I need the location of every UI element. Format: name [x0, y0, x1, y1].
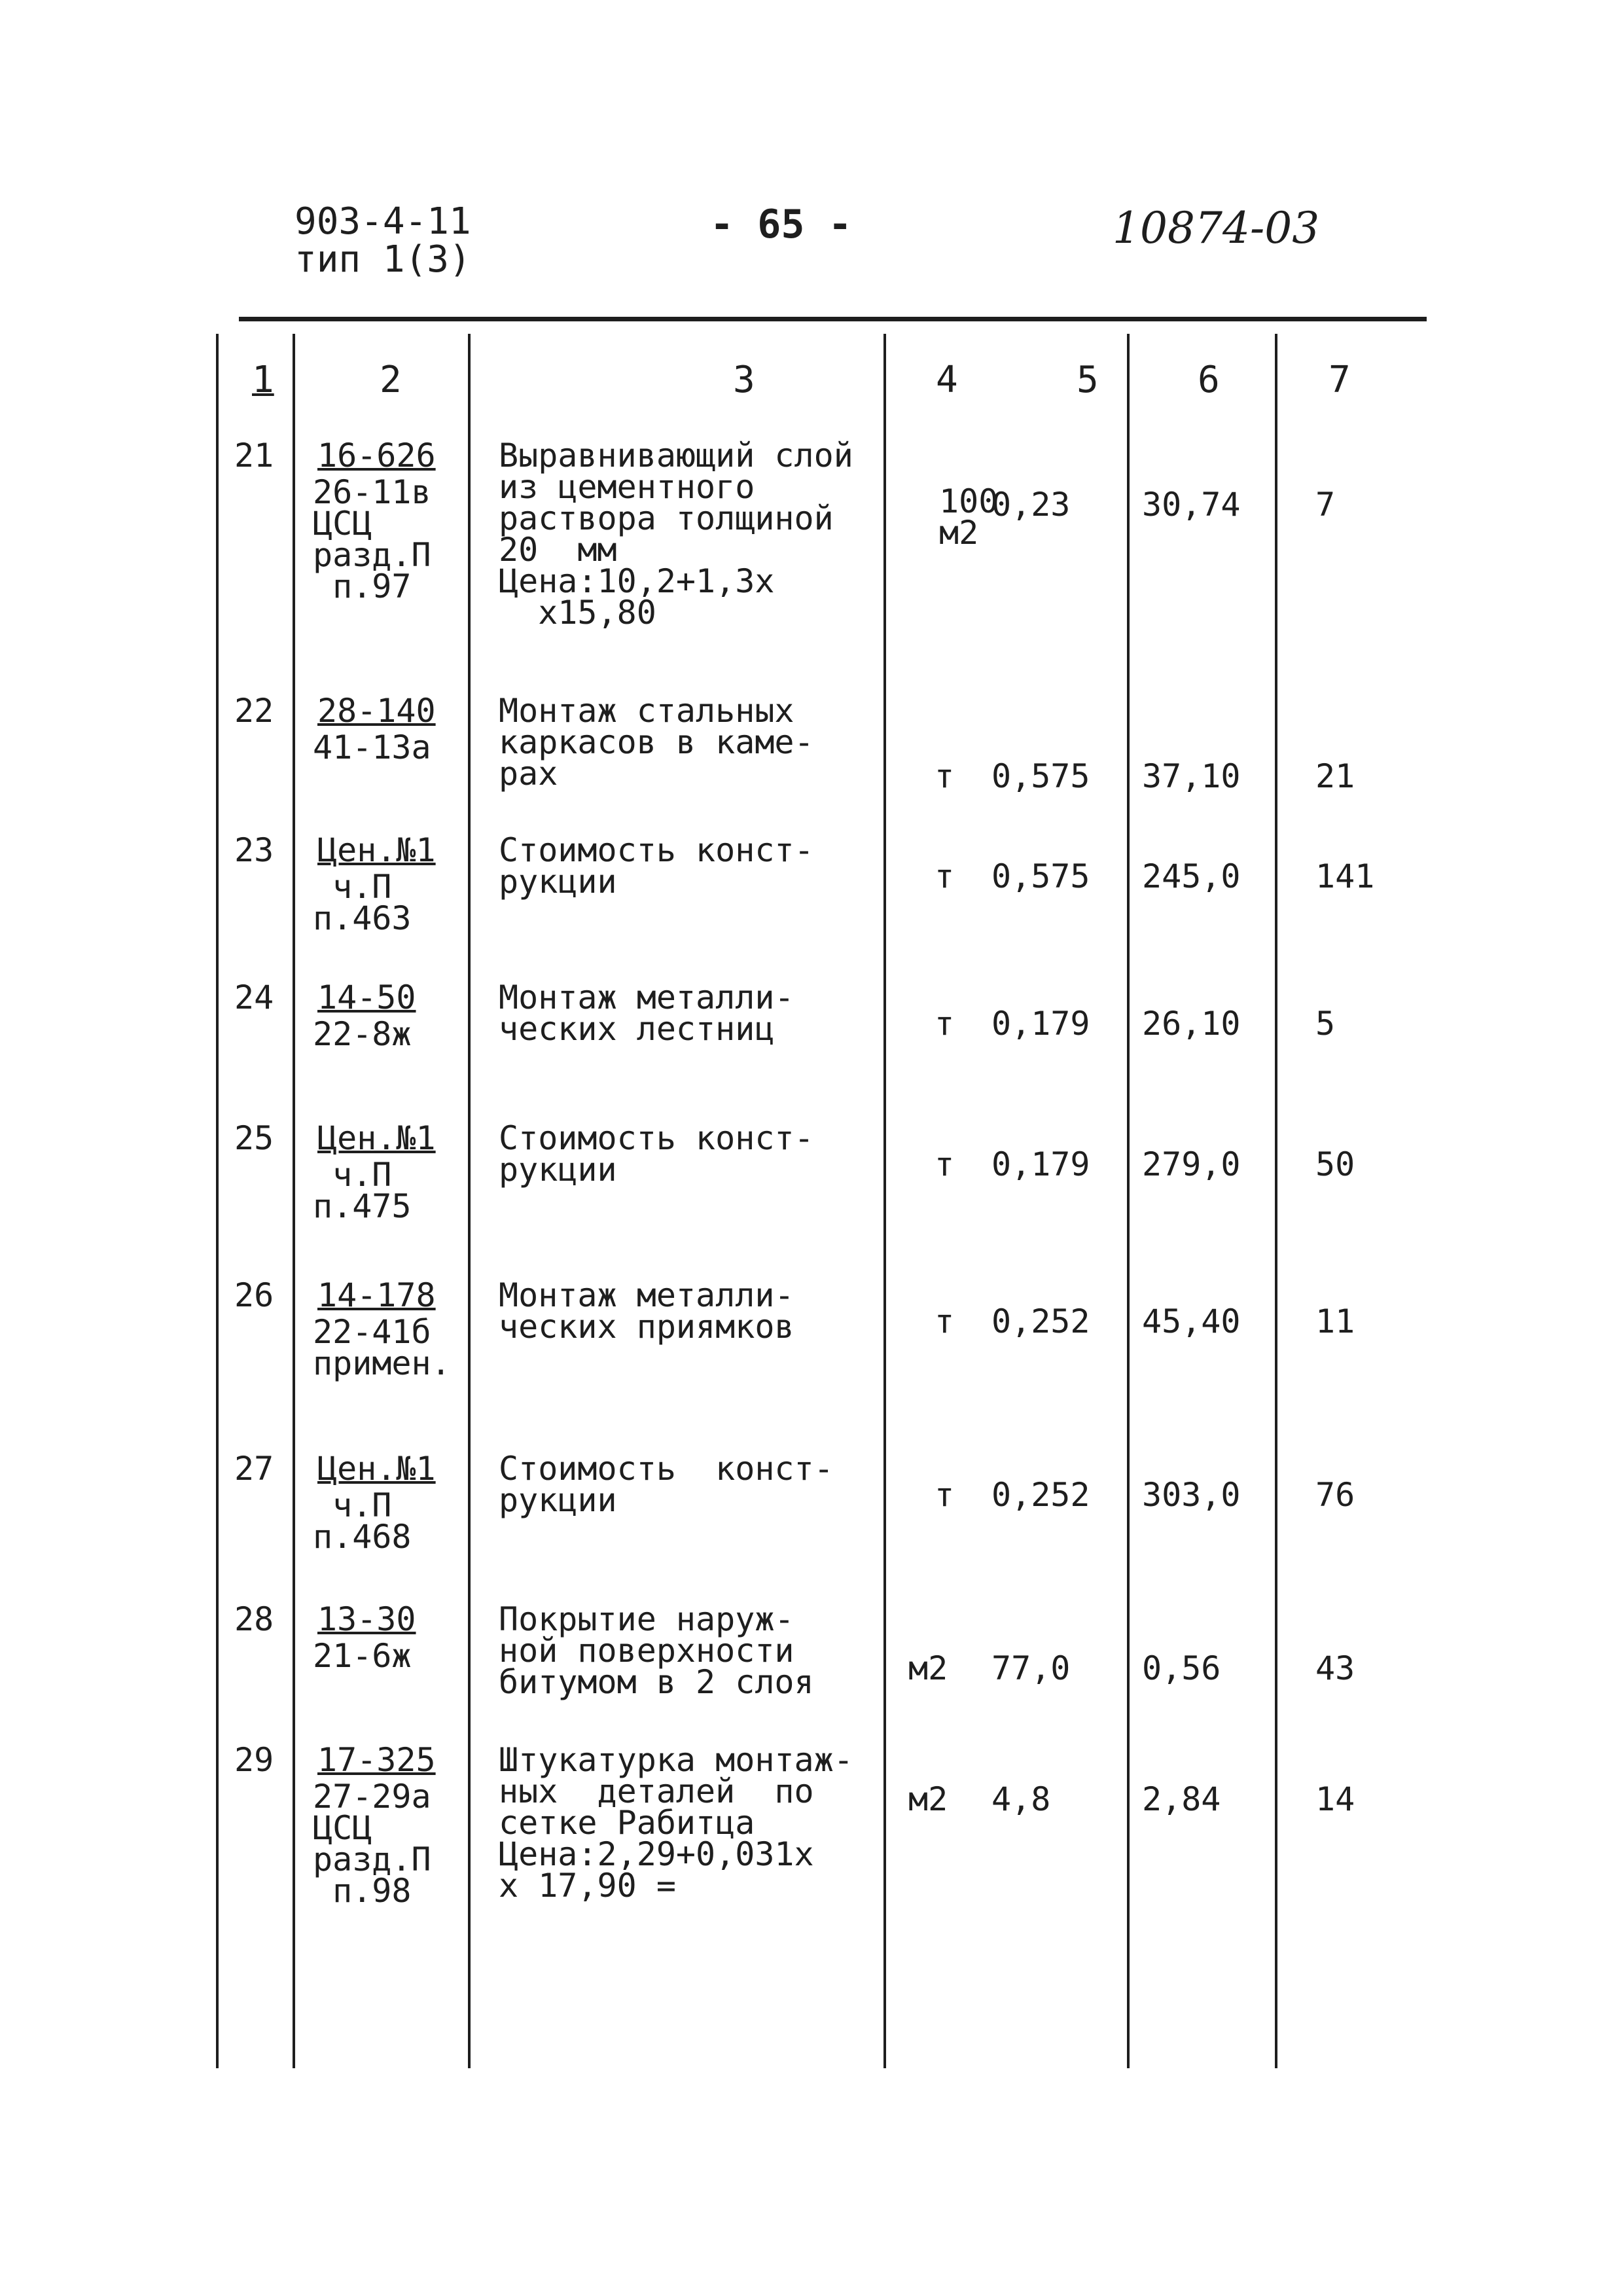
- column-header-2: 2: [380, 359, 402, 401]
- code-secondary: 21-6ж: [313, 1637, 412, 1675]
- item-description: Выравнивающий слой из цементного раствора толщиной 20 мм Цена:10,2+1,3х х15,80: [499, 437, 853, 632]
- code-primary: 14-50: [317, 978, 416, 1016]
- doc-code-line1: 903-4-11: [294, 200, 471, 243]
- quantity: 77,0: [991, 1649, 1071, 1687]
- col-divider-3: [883, 334, 886, 2068]
- unit: т: [935, 1005, 955, 1043]
- row-number: 24: [234, 978, 274, 1016]
- unit: м2: [908, 1780, 948, 1818]
- quantity: 0,575: [991, 757, 1090, 795]
- item-description: Покрытие наруж- ной поверхности битумом в 2 слоя: [499, 1600, 814, 1701]
- doc-code: [294, 200, 471, 281]
- code-secondary: 22-41б примен.: [313, 1313, 451, 1382]
- total: 14: [1315, 1780, 1355, 1818]
- quantity: 0,23: [991, 486, 1071, 524]
- code-primary: 13-30: [317, 1600, 416, 1638]
- code-secondary: ч.П п.475: [313, 1156, 412, 1225]
- code-secondary: ч.П п.463: [313, 868, 412, 937]
- column-header-3: 3: [733, 359, 755, 401]
- quantity: 0,252: [991, 1302, 1090, 1340]
- code-primary: 16-626: [317, 437, 436, 475]
- column-header-7: 7: [1329, 359, 1351, 401]
- column-header-5: 5: [1077, 359, 1099, 401]
- total: 43: [1315, 1649, 1355, 1687]
- unit: т: [935, 857, 955, 895]
- quantity: 0,252: [991, 1476, 1090, 1514]
- total: 50: [1315, 1145, 1355, 1183]
- code-secondary: 41-13а: [313, 728, 431, 766]
- unit-price: 0,56: [1142, 1649, 1221, 1687]
- unit-price: 26,10: [1142, 1005, 1241, 1043]
- total: 7: [1315, 486, 1336, 524]
- row-number: 28: [234, 1600, 274, 1638]
- row-number: 22: [234, 692, 274, 730]
- top-rule: [239, 317, 1427, 321]
- unit-price: 279,0: [1142, 1145, 1241, 1183]
- code-primary: 28-140: [317, 692, 436, 730]
- col-divider-5: [1127, 334, 1130, 2068]
- item-description: Монтаж стальных каркасов в каме- рах: [499, 692, 814, 793]
- column-header-4: 4: [936, 359, 958, 401]
- unit: 100 м2: [939, 482, 999, 552]
- col-divider-1: [293, 334, 295, 2068]
- item-description: Стоимость конст- рукции: [499, 1450, 834, 1519]
- code-primary: 14-178: [317, 1276, 436, 1314]
- unit: т: [935, 757, 955, 795]
- quantity: 0,575: [991, 857, 1090, 895]
- code-secondary: 27-29а ЦСЦ разд.П п.98: [313, 1778, 431, 1910]
- total: 11: [1315, 1302, 1355, 1340]
- handwritten-number: 10874-03: [1113, 203, 1320, 253]
- col-divider-6: [1275, 334, 1277, 2068]
- item-description: Монтаж металли- ческих приямков: [499, 1276, 794, 1346]
- row-number: 26: [234, 1276, 274, 1314]
- unit-price: 30,74: [1142, 486, 1241, 524]
- column-header-1: 1: [252, 359, 274, 401]
- code-secondary: ч.П п.468: [313, 1486, 412, 1556]
- col-divider-2: [468, 334, 471, 2068]
- code-primary: Цен.№1: [317, 1119, 436, 1157]
- code-secondary: 22-8ж: [313, 1015, 412, 1053]
- code-secondary: 26-11в ЦСЦ разд.П п.97: [313, 473, 431, 605]
- doc-code-line2: тип 1(3): [294, 238, 471, 281]
- code-primary: Цен.№1: [317, 1450, 436, 1488]
- unit-price: 2,84: [1142, 1780, 1221, 1818]
- unit: т: [935, 1476, 955, 1514]
- unit-price: 45,40: [1142, 1302, 1241, 1340]
- item-description: Стоимость конст- рукции: [499, 1119, 814, 1189]
- total: 21: [1315, 757, 1355, 795]
- row-number: 29: [234, 1741, 274, 1779]
- code-primary: Цен.№1: [317, 831, 436, 869]
- item-description: Стоимость конст- рукции: [499, 831, 814, 901]
- row-number: 25: [234, 1119, 274, 1157]
- row-number: 27: [234, 1450, 274, 1488]
- total: 76: [1315, 1476, 1355, 1514]
- row-number: 21: [234, 437, 274, 475]
- row-number: 23: [234, 831, 274, 869]
- quantity: 0,179: [991, 1145, 1090, 1183]
- total: 141: [1315, 857, 1375, 895]
- page-number: - 65 -: [710, 202, 852, 247]
- quantity: 0,179: [991, 1005, 1090, 1043]
- column-header-6: 6: [1198, 359, 1220, 401]
- item-description: Штукатурка монтаж- ных деталей по сетке Рабитца Цена:2,29+0,031х х 17,90 =: [499, 1741, 853, 1905]
- item-description: Монтаж металли- ческих лестниц: [499, 978, 794, 1048]
- code-primary: 17-325: [317, 1741, 436, 1779]
- unit-price: 37,10: [1142, 757, 1241, 795]
- unit: т: [935, 1302, 955, 1340]
- unit: м2: [908, 1649, 948, 1687]
- unit-price: 245,0: [1142, 857, 1241, 895]
- unit: т: [935, 1145, 955, 1183]
- unit-price: 303,0: [1142, 1476, 1241, 1514]
- quantity: 4,8: [991, 1780, 1051, 1818]
- table-border-left: [216, 334, 219, 2068]
- total: 5: [1315, 1005, 1336, 1043]
